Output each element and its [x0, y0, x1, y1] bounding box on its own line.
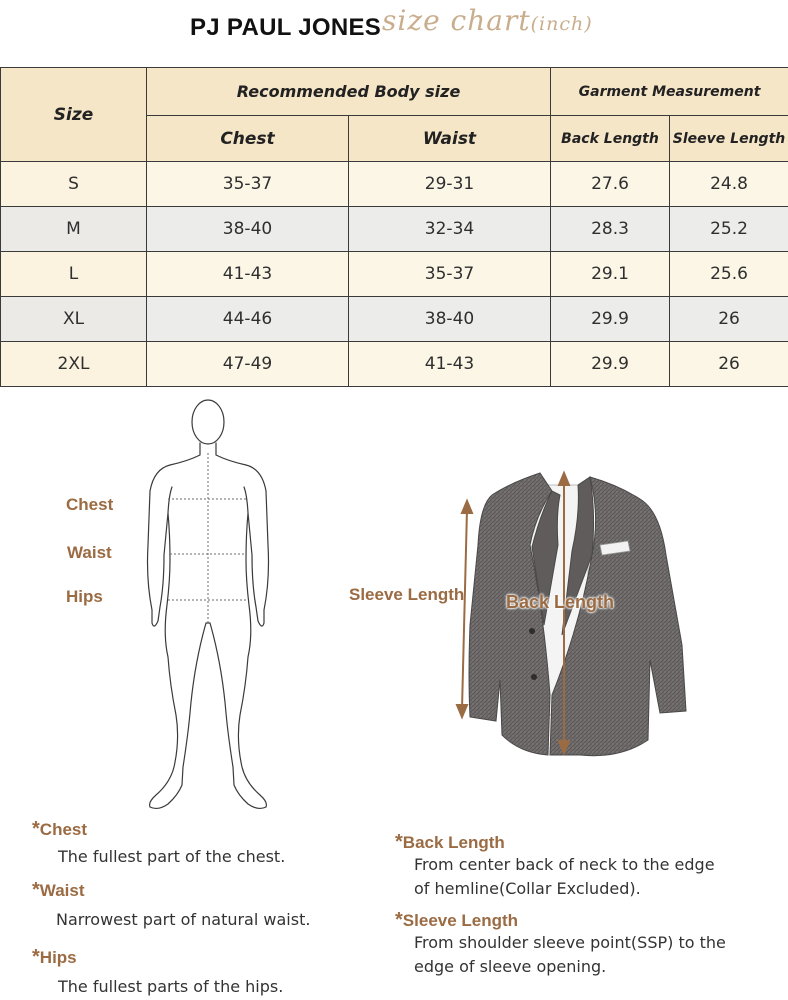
back-length-figure-label: Back Length: [506, 592, 615, 612]
back-length-cell: 29.9: [551, 342, 670, 387]
chest-cell: 47-49: [147, 342, 349, 387]
back-length-cell: 29.9: [551, 297, 670, 342]
chest-definition-label: Chest: [39, 820, 88, 839]
sleeve-length-definition-line: From shoulder sleeve point(SSP) to the: [414, 933, 726, 952]
garment-group-header: Garment Measurement: [551, 68, 788, 116]
hips-definition-text: The fullest parts of the hips.: [58, 977, 284, 996]
sleeve-length-definition-title: *Sleeve Length: [395, 909, 519, 931]
waist-cell: 29-31: [349, 162, 551, 207]
sleeve-length-figure-label: Sleeve Length: [349, 585, 465, 604]
sleeve-length-definition-line: edge of sleeve opening.: [414, 957, 607, 976]
chest-cell: 44-46: [147, 297, 349, 342]
chest-column-header: Chest: [147, 116, 349, 162]
table-row: [1, 342, 788, 387]
waist-cell: 41-43: [349, 342, 551, 387]
size-cell: S: [1, 162, 147, 207]
size-chart-unit: (inch): [530, 13, 593, 35]
chest-definition-title: *Chest: [32, 818, 88, 840]
back-length-definition-text: [414, 853, 715, 901]
table-row: [1, 252, 788, 297]
hips-figure-label: Hips: [66, 587, 103, 606]
sleeve-length-column-header: Sleeve Length: [670, 116, 788, 162]
blazer-jacket-icon: [440, 455, 700, 775]
hips-definition-title: *Hips: [32, 946, 77, 968]
waist-figure-label: Waist: [67, 543, 112, 562]
chest-cell: 38-40: [147, 207, 349, 252]
chest-cell: 35-37: [147, 162, 349, 207]
human-body-outline-icon: [130, 395, 290, 820]
waist-column-header: Waist: [349, 116, 551, 162]
waist-cell: 38-40: [349, 297, 551, 342]
size-column-header: Size: [1, 68, 147, 162]
sleeve-length-cell: 26: [670, 342, 788, 387]
table-row: [1, 297, 788, 342]
waist-definition-title: *Waist: [32, 879, 85, 901]
size-chart-table: [0, 67, 788, 387]
sleeve-length-cell: 25.2: [670, 207, 788, 252]
size-cell: 2XL: [1, 342, 147, 387]
waist-definition-label: Waist: [39, 881, 85, 900]
chest-figure-label: Chest: [66, 495, 114, 514]
body-size-group-header: Recommended Body size: [147, 68, 551, 116]
sleeve-length-cell: 26: [670, 297, 788, 342]
back-length-definition-title: *Back Length: [395, 831, 505, 853]
size-cell: M: [1, 207, 147, 252]
back-length-cell: 29.1: [551, 252, 670, 297]
back-length-definition-line: of hemline(Collar Excluded).: [414, 879, 641, 898]
back-length-column-header: Back Length: [551, 116, 670, 162]
table-row: [1, 162, 788, 207]
size-cell: XL: [1, 297, 147, 342]
size-chart-title: [382, 4, 593, 37]
hips-definition-label: Hips: [39, 948, 77, 967]
chest-cell: 41-43: [147, 252, 349, 297]
back-length-cell: 28.3: [551, 207, 670, 252]
waist-cell: 35-37: [349, 252, 551, 297]
brand-name: PJ PAUL JONES: [190, 14, 382, 41]
sleeve-length-definition-text: [414, 931, 726, 979]
size-cell: L: [1, 252, 147, 297]
back-length-cell: 27.6: [551, 162, 670, 207]
back-length-definition-label: Back Length: [402, 833, 505, 852]
sleeve-length-cell: 24.8: [670, 162, 788, 207]
sleeve-length-cell: 25.6: [670, 252, 788, 297]
chest-definition-text: The fullest part of the chest.: [58, 847, 286, 866]
sleeve-length-definition-label: Sleeve Length: [402, 911, 519, 930]
size-chart-script: size chart: [382, 4, 531, 37]
waist-cell: 32-34: [349, 207, 551, 252]
table-row: [1, 207, 788, 252]
waist-definition-text: Narrowest part of natural waist.: [56, 910, 311, 929]
back-length-definition-line: From center back of neck to the edge: [414, 855, 715, 874]
